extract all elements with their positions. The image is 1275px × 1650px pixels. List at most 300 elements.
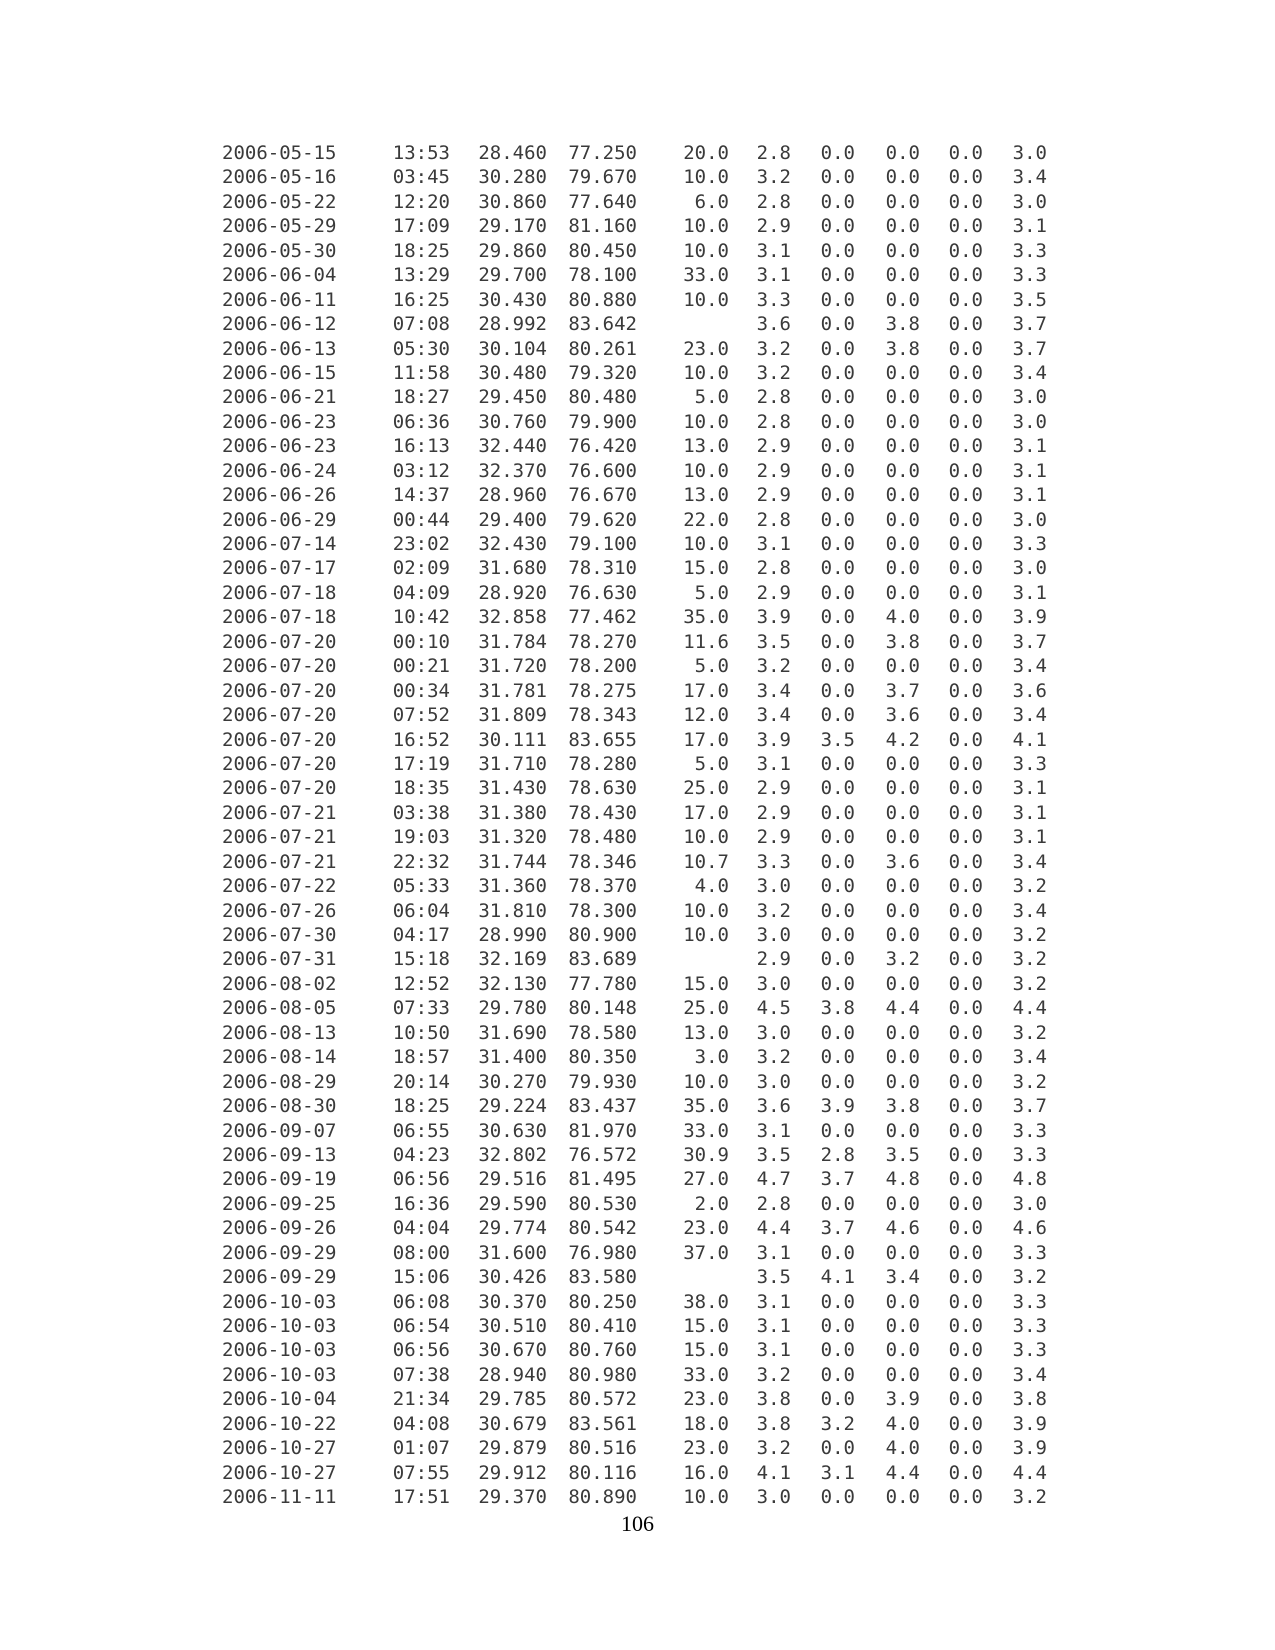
- table-cell: 3.2: [756, 899, 791, 922]
- table-cell: 0.0: [820, 410, 855, 433]
- table-cell: [637, 947, 729, 971]
- table-cell: 16:13: [392, 435, 450, 458]
- table-cell: 0.0: [820, 288, 855, 311]
- table-cell: 0.0: [948, 410, 983, 433]
- table-cell: 0.0: [820, 313, 855, 336]
- table-cell: 2006-06-11: [222, 288, 337, 311]
- table-cell: 31.680: [478, 557, 547, 580]
- table-cell: 0.0: [948, 435, 983, 458]
- table-cell: 3.3: [1012, 1339, 1047, 1362]
- table-cell: 2006-06-24: [222, 459, 337, 482]
- table-cell: 17:51: [392, 1486, 450, 1509]
- table-cell: 2006-08-02: [222, 972, 337, 995]
- table-cell: 0.0: [948, 777, 983, 800]
- table-cell: 30.670: [478, 1339, 547, 1362]
- table-cell: 0.0: [948, 826, 983, 849]
- table-cell: 0.0: [948, 142, 983, 164]
- table-cell: 0.0: [885, 239, 920, 262]
- table-cell: 10.0: [683, 826, 729, 849]
- table-cell: 0.0: [820, 826, 855, 849]
- table-cell: 2006-09-26: [222, 1217, 337, 1240]
- table-cell: 0.0: [820, 166, 855, 189]
- table-cell: 32.169: [478, 948, 547, 971]
- table-cell: 32.430: [478, 533, 547, 555]
- table-cell: 2006-07-26: [222, 899, 337, 922]
- table-row: [222, 1192, 1047, 1216]
- table-cell: 2006-11-11: [222, 1486, 337, 1509]
- table-cell: 79.670: [568, 166, 637, 189]
- table-cell: 83.642: [568, 313, 637, 336]
- table-cell: 0.0: [885, 166, 920, 189]
- table-cell: 0.0: [948, 1388, 983, 1411]
- table-cell: 0.0: [948, 728, 983, 751]
- table-cell: 76.572: [568, 1143, 637, 1166]
- table-cell: 0.0: [948, 337, 983, 360]
- table-row: [222, 1363, 1047, 1387]
- table-cell: 80.250: [568, 1290, 637, 1313]
- table-cell: 28.992: [478, 313, 547, 336]
- table-cell: 4.0: [885, 1437, 920, 1460]
- table-cell: 2.9: [756, 459, 791, 482]
- table-cell: [637, 312, 729, 336]
- table-cell: 0.0: [948, 997, 983, 1020]
- table-cell: 2006-09-29: [222, 1241, 337, 1264]
- table-cell: 3.2: [1012, 948, 1047, 971]
- table-cell: 29.774: [478, 1217, 547, 1240]
- table-cell: 30.679: [478, 1412, 547, 1435]
- table-cell: 35.0: [683, 1095, 729, 1118]
- table-cell: 06:36: [392, 410, 450, 433]
- table-cell: 3.8: [756, 1412, 791, 1435]
- table-cell: 3.0: [756, 972, 791, 995]
- table-cell: 0.0: [885, 1486, 920, 1509]
- table-cell: 0.0: [885, 924, 920, 946]
- table-cell: 03:38: [392, 801, 450, 824]
- table-cell: 0.0: [820, 1021, 855, 1044]
- table-cell: 4.6: [1012, 1217, 1047, 1240]
- table-cell: 0.0: [885, 1046, 920, 1069]
- table-cell: 18:27: [392, 386, 450, 409]
- table-row: [222, 874, 1047, 898]
- table-cell: 2006-07-20: [222, 777, 337, 800]
- table-cell: 3.9: [820, 1095, 855, 1118]
- table-cell: 10.0: [683, 899, 729, 922]
- table-cell: 3.0: [756, 924, 791, 946]
- table-cell: 2.8: [756, 1192, 791, 1215]
- table-cell: 0.0: [948, 1461, 983, 1484]
- table-cell: 0.0: [885, 361, 920, 384]
- page-number: 106: [621, 1511, 654, 1536]
- table-cell: 31.360: [478, 875, 547, 898]
- table-cell: 4.1: [756, 1461, 791, 1484]
- table-cell: 15.0: [683, 1315, 729, 1337]
- table-cell: 20.0: [683, 142, 729, 164]
- table-row: [222, 1094, 1047, 1118]
- table-cell: 3.4: [1012, 850, 1047, 873]
- table-cell: 3.8: [885, 1095, 920, 1118]
- table-cell: 18:25: [392, 1095, 450, 1118]
- table-cell: 3.2: [756, 166, 791, 189]
- table-cell: 0.0: [948, 264, 983, 287]
- table-cell: 3.2: [1012, 1266, 1047, 1289]
- table-cell: 4.1: [1012, 728, 1047, 751]
- table-cell: 2006-06-12: [222, 313, 337, 336]
- table-cell: 0.0: [820, 142, 855, 164]
- table-cell: 0.0: [948, 1241, 983, 1264]
- table-cell: 5.0: [694, 655, 729, 678]
- table-cell: 3.9: [1012, 1437, 1047, 1460]
- table-row: [222, 947, 1047, 971]
- table-cell: 83.655: [568, 728, 637, 751]
- table-cell: 25.0: [683, 997, 729, 1020]
- table-cell: 0.0: [820, 435, 855, 458]
- table-cell: 38.0: [683, 1290, 729, 1313]
- table-cell: 3.4: [1012, 899, 1047, 922]
- table-cell: 16.0: [683, 1461, 729, 1484]
- table-cell: 0.0: [948, 557, 983, 580]
- table-cell: 4.4: [885, 997, 920, 1020]
- table-cell: 78.343: [568, 704, 637, 727]
- table-cell: 3.2: [1012, 1021, 1047, 1044]
- table-cell: 3.0: [1012, 557, 1047, 580]
- table-cell: 76.670: [568, 484, 637, 507]
- table-cell: 3.1: [756, 1315, 791, 1337]
- table-cell: 29.516: [478, 1168, 547, 1191]
- table-cell: 3.1: [1012, 777, 1047, 800]
- table-cell: 0.0: [948, 899, 983, 922]
- table-cell: 0.0: [820, 1046, 855, 1069]
- table-cell: 2006-10-03: [222, 1315, 337, 1337]
- table-cell: 31.710: [478, 752, 547, 775]
- table-cell: 0.0: [948, 1168, 983, 1191]
- table-cell: 4.4: [1012, 1461, 1047, 1484]
- table-cell: 30.280: [478, 166, 547, 189]
- table-cell: 31.430: [478, 777, 547, 800]
- table-cell: 0.0: [885, 899, 920, 922]
- table-cell: 3.1: [756, 264, 791, 287]
- table-cell: 03:12: [392, 459, 450, 482]
- table-cell: 15:06: [392, 1266, 450, 1289]
- table-row: [222, 679, 1047, 703]
- table-cell: 0.0: [885, 1339, 920, 1362]
- table-cell: 13:29: [392, 264, 450, 287]
- table-cell: 3.2: [756, 1363, 791, 1386]
- table-cell: 14:37: [392, 484, 450, 507]
- table-cell: 06:56: [392, 1339, 450, 1362]
- table-cell: 2006-10-03: [222, 1290, 337, 1313]
- table-cell: 81.495: [568, 1168, 637, 1191]
- table-cell: 80.261: [568, 337, 637, 360]
- table-cell: 3.2: [1012, 875, 1047, 898]
- table-cell: 0.0: [885, 581, 920, 604]
- table-cell: 2.8: [756, 410, 791, 433]
- table-cell: 0.0: [885, 190, 920, 213]
- table-cell: 0.0: [948, 508, 983, 531]
- table-cell: 0.0: [948, 972, 983, 995]
- table-cell: 29.785: [478, 1388, 547, 1411]
- table-cell: 07:38: [392, 1363, 450, 1386]
- table-row: [222, 1021, 1047, 1045]
- table-cell: 3.5: [820, 728, 855, 751]
- table-cell: 2006-07-20: [222, 752, 337, 775]
- table-cell: 29.224: [478, 1095, 547, 1118]
- table-cell: 0.0: [948, 1486, 983, 1509]
- table-cell: 0.0: [885, 508, 920, 531]
- table-cell: 05:33: [392, 875, 450, 898]
- table-cell: 2.0: [694, 1192, 729, 1215]
- table-cell: 30.111: [478, 728, 547, 751]
- table-cell: 29.400: [478, 508, 547, 531]
- table-cell: 79.900: [568, 410, 637, 433]
- table-cell: 0.0: [885, 288, 920, 311]
- table-cell: 17.0: [683, 801, 729, 824]
- table-cell: 2006-07-30: [222, 924, 337, 946]
- table-cell: 0.0: [885, 386, 920, 409]
- table-cell: 0.0: [885, 1192, 920, 1215]
- table-cell: 2006-07-20: [222, 728, 337, 751]
- table-cell: 0.0: [820, 508, 855, 531]
- table-cell: 0.0: [820, 1437, 855, 1460]
- table-cell: 30.480: [478, 361, 547, 384]
- table-cell: 80.530: [568, 1192, 637, 1215]
- table-cell: 3.9: [1012, 606, 1047, 629]
- table-cell: 29.370: [478, 1486, 547, 1509]
- table-cell: 2.8: [756, 190, 791, 213]
- table-cell: 0.0: [820, 606, 855, 629]
- table-cell: 3.2: [756, 1046, 791, 1069]
- table-cell: 2006-06-15: [222, 361, 337, 384]
- table-cell: 16:25: [392, 288, 450, 311]
- table-cell: 29.780: [478, 997, 547, 1020]
- table-cell: 79.620: [568, 508, 637, 531]
- table-cell: 0.0: [820, 704, 855, 727]
- table-cell: 80.410: [568, 1315, 637, 1337]
- table-cell: 31.600: [478, 1241, 547, 1264]
- table-row: [222, 190, 1047, 214]
- table-row: [222, 337, 1047, 361]
- table-cell: 3.0: [1012, 386, 1047, 409]
- table-cell: 0.0: [948, 1266, 983, 1289]
- table-cell: 0.0: [820, 386, 855, 409]
- table-cell: 0.0: [820, 899, 855, 922]
- table-cell: 5.0: [694, 581, 729, 604]
- table-cell: 5.0: [694, 386, 729, 409]
- table-cell: 80.880: [568, 288, 637, 311]
- table-cell: 0.0: [820, 850, 855, 873]
- table-cell: 22.0: [683, 508, 729, 531]
- table-cell: 0.0: [948, 850, 983, 873]
- table-cell: 2006-05-15: [222, 142, 337, 164]
- table-cell: 0.0: [820, 361, 855, 384]
- table-row: [222, 972, 1047, 996]
- table-cell: 0.0: [885, 1119, 920, 1142]
- table-cell: 3.7: [1012, 630, 1047, 653]
- table-cell: 3.8: [820, 997, 855, 1020]
- table-cell: 18:25: [392, 239, 450, 262]
- table-cell: 79.320: [568, 361, 637, 384]
- table-cell: 0.0: [948, 533, 983, 555]
- table-cell: 3.6: [885, 850, 920, 873]
- table-cell: 2006-09-25: [222, 1192, 337, 1215]
- table-cell: 78.480: [568, 826, 637, 849]
- table-cell: 0.0: [820, 1119, 855, 1142]
- table-cell: 3.7: [820, 1217, 855, 1240]
- table-cell: 29.879: [478, 1437, 547, 1460]
- table-cell: 80.148: [568, 997, 637, 1020]
- table-cell: 2006-07-18: [222, 606, 337, 629]
- table-cell: 3.2: [1012, 972, 1047, 995]
- table-cell: 13.0: [683, 484, 729, 507]
- table-cell: 3.1: [756, 752, 791, 775]
- table-cell: 12:20: [392, 190, 450, 213]
- table-cell: 06:04: [392, 899, 450, 922]
- table-cell: 0.0: [885, 557, 920, 580]
- table-cell: 2006-05-22: [222, 190, 337, 213]
- table-cell: 2006-08-30: [222, 1095, 337, 1118]
- table-cell: 3.9: [1012, 1412, 1047, 1435]
- table-cell: 0.0: [948, 1315, 983, 1337]
- table-cell: 10.0: [683, 924, 729, 946]
- table-cell: 30.510: [478, 1315, 547, 1337]
- table-cell: 3.5: [1012, 288, 1047, 311]
- table-cell: 2.8: [756, 508, 791, 531]
- table-cell: 6.0: [694, 190, 729, 213]
- table-cell: 10.0: [683, 361, 729, 384]
- table-cell: 3.2: [756, 655, 791, 678]
- table-cell: 04:04: [392, 1217, 450, 1240]
- table-cell: 31.784: [478, 630, 547, 653]
- table-cell: 3.2: [1012, 1486, 1047, 1509]
- table-cell: 17:09: [392, 215, 450, 238]
- table-cell: 3.1: [1012, 801, 1047, 824]
- table-cell: 16:52: [392, 728, 450, 751]
- table-cell: 3.2: [820, 1412, 855, 1435]
- table-cell: 0.0: [820, 264, 855, 287]
- table-cell: 02:09: [392, 557, 450, 580]
- table-row: [222, 1412, 1047, 1436]
- table-cell: 2.9: [756, 948, 791, 971]
- table-cell: 2006-08-14: [222, 1046, 337, 1069]
- table-row: [222, 556, 1047, 580]
- table-cell: 0.0: [948, 1070, 983, 1093]
- table-cell: 0.0: [948, 679, 983, 702]
- table-cell: 80.116: [568, 1461, 637, 1484]
- table-cell: 0.0: [948, 1290, 983, 1313]
- table-cell: 80.980: [568, 1363, 637, 1386]
- table-row: [222, 1338, 1047, 1362]
- table-cell: 32.370: [478, 459, 547, 482]
- table-row: [222, 1167, 1047, 1191]
- table-row: [222, 1461, 1047, 1485]
- table-row: [222, 532, 1047, 556]
- table-cell: 3.1: [1012, 581, 1047, 604]
- table-cell: 4.0: [885, 1412, 920, 1435]
- table-cell: 2.9: [756, 777, 791, 800]
- table-cell: 2006-05-16: [222, 166, 337, 189]
- table-cell: 3.0: [694, 1046, 729, 1069]
- table-cell: 0.0: [948, 1363, 983, 1386]
- table-cell: 0.0: [885, 1363, 920, 1386]
- table-row: [222, 239, 1047, 263]
- table-row: [222, 654, 1047, 678]
- table-cell: 04:08: [392, 1412, 450, 1435]
- table-cell: 4.1: [820, 1266, 855, 1289]
- table-cell: 33.0: [683, 1119, 729, 1142]
- table-cell: 18:57: [392, 1046, 450, 1069]
- table-body: [222, 141, 1047, 1510]
- table-cell: 3.1: [756, 1119, 791, 1142]
- table-row: [222, 1070, 1047, 1094]
- table-cell: 3.1: [756, 1241, 791, 1264]
- table-cell: 3.0: [1012, 190, 1047, 213]
- table-cell: 0.0: [948, 1412, 983, 1435]
- table-cell: 0.0: [820, 1486, 855, 1509]
- table-cell: 23.0: [683, 1217, 729, 1240]
- table-cell: 0.0: [885, 264, 920, 287]
- table-cell: 30.270: [478, 1070, 547, 1093]
- table-row: [222, 776, 1047, 800]
- table-cell: 78.630: [568, 777, 637, 800]
- table-row: [222, 385, 1047, 409]
- table-cell: 28.990: [478, 924, 547, 946]
- table-cell: 30.426: [478, 1266, 547, 1289]
- table-cell: 3.5: [885, 1143, 920, 1166]
- table-cell: 3.3: [1012, 1241, 1047, 1264]
- table-cell: 3.0: [1012, 142, 1047, 164]
- table-cell: 2006-07-31: [222, 948, 337, 971]
- table-cell: 2006-07-14: [222, 533, 337, 555]
- table-row: [222, 1045, 1047, 1069]
- table-cell: 0.0: [948, 875, 983, 898]
- table-cell: 0.0: [820, 484, 855, 507]
- table-cell: 3.7: [1012, 313, 1047, 336]
- table-cell: 0.0: [948, 1119, 983, 1142]
- table-cell: 3.8: [1012, 1388, 1047, 1411]
- table-cell: 19:03: [392, 826, 450, 849]
- table-cell: 30.104: [478, 337, 547, 360]
- table-cell: 78.275: [568, 679, 637, 702]
- table-cell: 2006-07-20: [222, 704, 337, 727]
- table-cell: 0.0: [820, 215, 855, 238]
- table-cell: 2.9: [756, 581, 791, 604]
- table-cell: 0.0: [948, 1339, 983, 1362]
- table-cell: 3.4: [756, 679, 791, 702]
- table-cell: 3.7: [1012, 337, 1047, 360]
- table-cell: 0.0: [948, 166, 983, 189]
- table-cell: 06:55: [392, 1119, 450, 1142]
- table-cell: 0.0: [820, 1192, 855, 1215]
- table-row: [222, 1314, 1047, 1338]
- table-cell: 76.420: [568, 435, 637, 458]
- table-cell: 2.8: [756, 386, 791, 409]
- table-cell: 3.1: [1012, 459, 1047, 482]
- table-cell: 0.0: [948, 752, 983, 775]
- table-row: [222, 1387, 1047, 1411]
- table-cell: 0.0: [948, 1192, 983, 1215]
- table-cell: 2.8: [756, 557, 791, 580]
- table-cell: 06:08: [392, 1290, 450, 1313]
- table-cell: 0.0: [885, 752, 920, 775]
- table-row: [222, 141, 1047, 165]
- table-cell: 0.0: [820, 190, 855, 213]
- table-cell: 07:08: [392, 313, 450, 336]
- table-cell: 03:45: [392, 166, 450, 189]
- table-cell: 29.912: [478, 1461, 547, 1484]
- table-row: [222, 263, 1047, 287]
- table-cell: 2006-07-20: [222, 679, 337, 702]
- table-cell: 3.5: [756, 630, 791, 653]
- table-cell: 3.7: [820, 1168, 855, 1191]
